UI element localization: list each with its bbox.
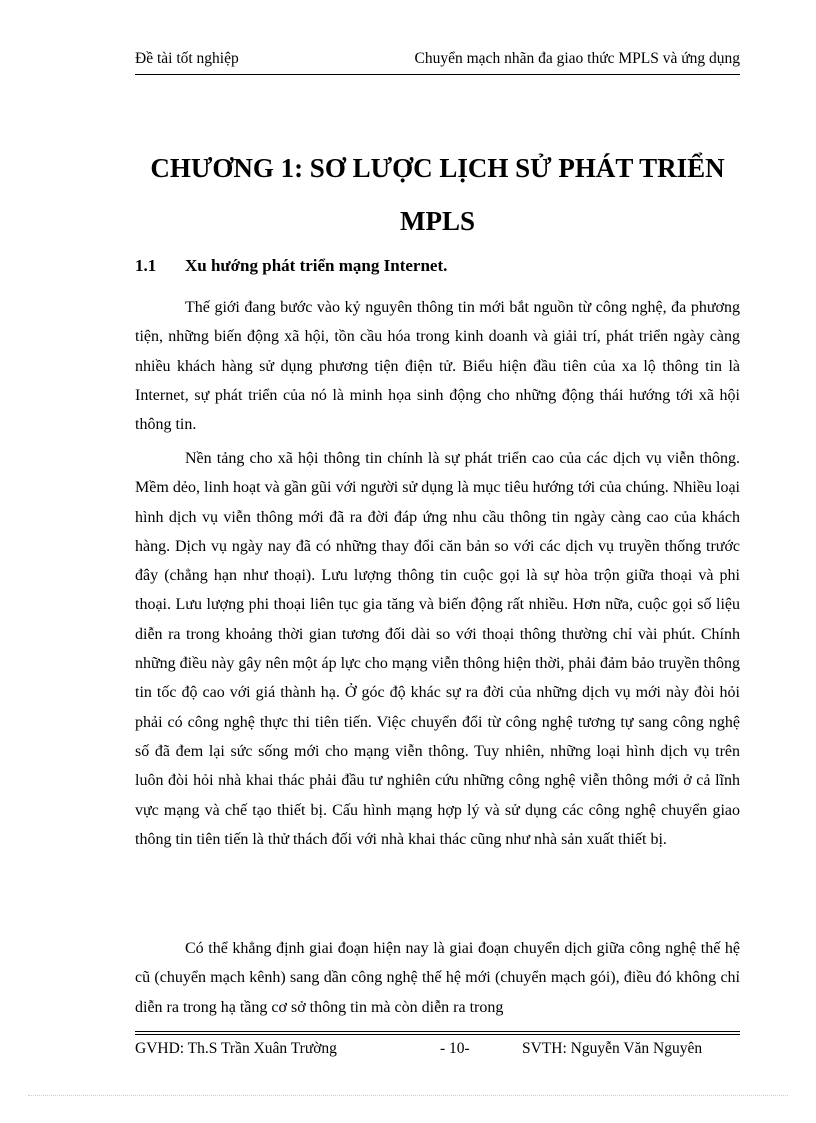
body-paragraph-block (135, 934, 740, 1022)
header-topic-title: Chuyển mạch nhãn đa giao thức MPLS và ứng dụng (414, 50, 740, 67)
header-thesis-label: Đề tài tốt nghiệp (135, 50, 239, 67)
footer-divider-top (135, 1031, 740, 1032)
body-paragraph-block (135, 293, 740, 439)
section-number: 1.1 (135, 256, 157, 275)
body-paragraph-block (135, 444, 740, 854)
section-title: Xu hướng phát triển mạng Internet. (185, 256, 448, 275)
paragraph: Nền tảng cho xã hội thông tin chính là sự phát triển cao của các dịch vụ viễn thông. Mềm dẻo, linh hoạt và gần gũi với người sử dụng là mục tiêu hướng tới của chúng. Nhiều loại hình dịch vụ viễn thông mới đã ra đời đáp ứng nhu cầu thông tin ngày càng cao của khách hàng. Dịch vụ ngày nay đã có những thay đổi căn bản so với các dịch vụ truyền thống trước đây (chẳng hạn như thoại). Lưu lượng thông tin cuộc gọi là sự hòa trộn giữa thoại và phi thoại. Lưu lượng phi thoại liên tục gia tăng và biến động rất nhiều. Hơn nữa, cuộc gọi số liệu diễn ra trong khoảng thời gian tương đối dài so với thoại thông thường chỉ vài phút. Chính những điều này gây nên một áp lực cho mạng viễn thông hiện thời, phải đảm bảo truyền thông tin tốc độ cao với giá thành hạ. Ở góc độ khác sự ra đời của những dịch vụ mới này đòi hỏi phải có công nghệ thực thi tiên tiến. Việc chuyển đổi từ công nghệ tương tự sang công nghệ số đã đem lại sức sống mới cho mạng viễn thông. Tuy nhiên, những loại hình dịch vụ trên luôn đòi hỏi nhà khai thác phải đầu tư nghiên cứu những công nghệ viễn thông mới ở cả lĩnh vực mạng và chế tạo thiết bị. Cấu hình mạng hợp lý và sử dụng các công nghệ chuyển giao thông tin tiên tiến là thử thách đối với nhà khai thác cũng như nhà sản xuất thiết bị. (135, 450, 740, 848)
chapter-title (135, 142, 740, 248)
footer-advisor: GVHD: Th.S Trần Xuân Trường (135, 1040, 337, 1057)
page-edge-dotted-line (28, 1095, 788, 1096)
footer-page-number: - 10- (440, 1040, 470, 1057)
page-header (135, 49, 740, 71)
section-heading (135, 255, 740, 277)
header-divider (135, 74, 740, 75)
footer-divider-bottom (135, 1034, 740, 1035)
footer-student: SVTH: Nguyễn Văn Nguyên (522, 1040, 703, 1057)
page-footer (135, 1039, 740, 1061)
paragraph: Thế giới đang bước vào kỷ nguyên thông tin mới bắt nguồn từ công nghệ, đa phương tiện, những biến động xã hội, tồn cầu hóa trong kinh doanh và giải trí, phát triển ngày càng nhiều khách hàng sử dụng phương tiện điện tử. Biểu hiện đầu tiên của xa lộ thông tin là Internet, sự phát triển của nó là minh họa sinh động cho những động thái hướng tới xã hội thông tin. (135, 299, 740, 434)
chapter-title-line-2: MPLS (399, 206, 475, 236)
chapter-title-line-1: CHƯƠNG 1: SƠ LƯỢC LỊCH SỬ PHÁT TRIỂN (150, 153, 725, 183)
paragraph: Có thể khẳng định giai đoạn hiện nay là giai đoạn chuyển dịch giữa công nghệ thế hệ cũ (chuyển mạch kênh) sang dần công nghệ thế hệ mới (chuyển mạch gói), điều đó không chỉ diễn ra trong hạ tầng cơ sở thông tin mà còn diễn ra trong (135, 940, 740, 1016)
